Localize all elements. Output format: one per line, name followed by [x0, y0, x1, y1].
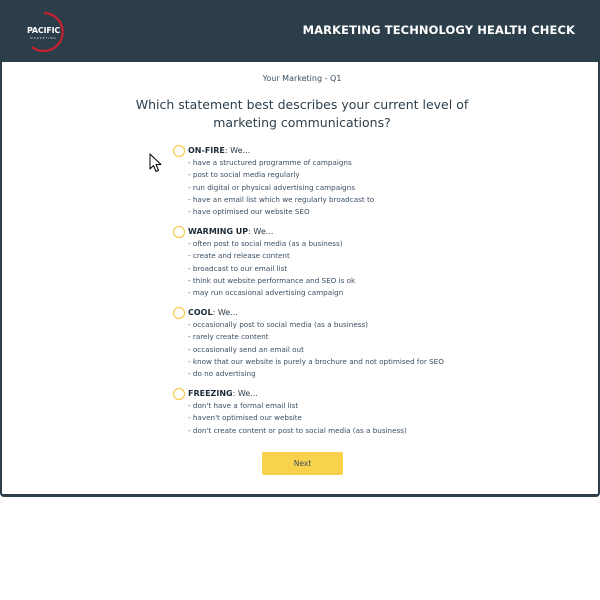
option-line: - may run occasional advertising campaign	[188, 288, 344, 298]
radio-cool[interactable]	[173, 307, 185, 319]
radio-warming-up[interactable]	[173, 226, 185, 238]
option-name: WARMING UP	[188, 227, 249, 236]
header-bar	[2, 0, 600, 62]
option-details	[188, 157, 374, 218]
option-line: - have an email list which we regularly broadcast to	[188, 194, 375, 204]
question-section-label: Your Marketing - Q1	[262, 74, 342, 83]
option-suffix: : We...	[212, 308, 238, 317]
option-name: FREEZING	[188, 389, 233, 398]
option-line: - run digital or physical advertising campaigns	[188, 182, 355, 192]
option-suffix: : We...	[232, 389, 258, 398]
option-suffix: : We...	[224, 146, 251, 155]
mouse-pointer-icon	[149, 153, 163, 173]
option-name: ON-FIRE	[188, 146, 225, 155]
pacific-marketing-logo	[22, 10, 72, 52]
option-line: - occasionally send an email out	[188, 344, 304, 354]
logo-subtitle: MARKETING	[30, 36, 57, 40]
option-heading	[188, 307, 238, 318]
option-details	[188, 400, 407, 437]
question-text: Which statement best describes your current level of marketing communications?	[135, 97, 469, 130]
next-button[interactable]: Next	[262, 452, 343, 475]
option-suffix: : We...	[248, 227, 274, 236]
option-line: - think out website performance and SEO is ok	[188, 275, 356, 285]
logo-wordmark: PACIFIC	[27, 26, 61, 35]
option-line: - occasionally post to social media (as a business)	[188, 320, 369, 329]
option-details	[188, 238, 355, 299]
option-line: - post to social media regularly	[188, 170, 300, 180]
option-line: - have optimised our website SEO	[188, 207, 310, 217]
option-line: - rarely create content	[188, 332, 269, 342]
option-line: - do no advertising	[188, 369, 256, 379]
option-line: - often post to social media (as a business)	[188, 239, 343, 248]
option-line: - don't create content or post to social media (as a business)	[188, 425, 407, 435]
page-title: MARKETING TECHNOLOGY HEALTH CHECK	[302, 23, 575, 37]
option-name: COOL	[188, 308, 213, 317]
option-heading	[188, 388, 258, 399]
option-line: - don't have a formal email list	[188, 401, 299, 410]
option-heading	[188, 226, 273, 237]
option-line: - broadcast to our email list	[188, 263, 288, 273]
radio-freezing[interactable]	[173, 388, 185, 400]
option-heading	[188, 145, 250, 156]
option-line: - haven't optimised our website	[188, 413, 302, 423]
option-details	[188, 319, 444, 380]
radio-on-fire[interactable]	[173, 145, 185, 157]
option-line: - have a structured programme of campaigns	[188, 158, 352, 167]
option-line: - create and release content	[188, 251, 290, 261]
option-line: - know that our website is purely a brochure and not optimised for SEO	[188, 356, 444, 366]
